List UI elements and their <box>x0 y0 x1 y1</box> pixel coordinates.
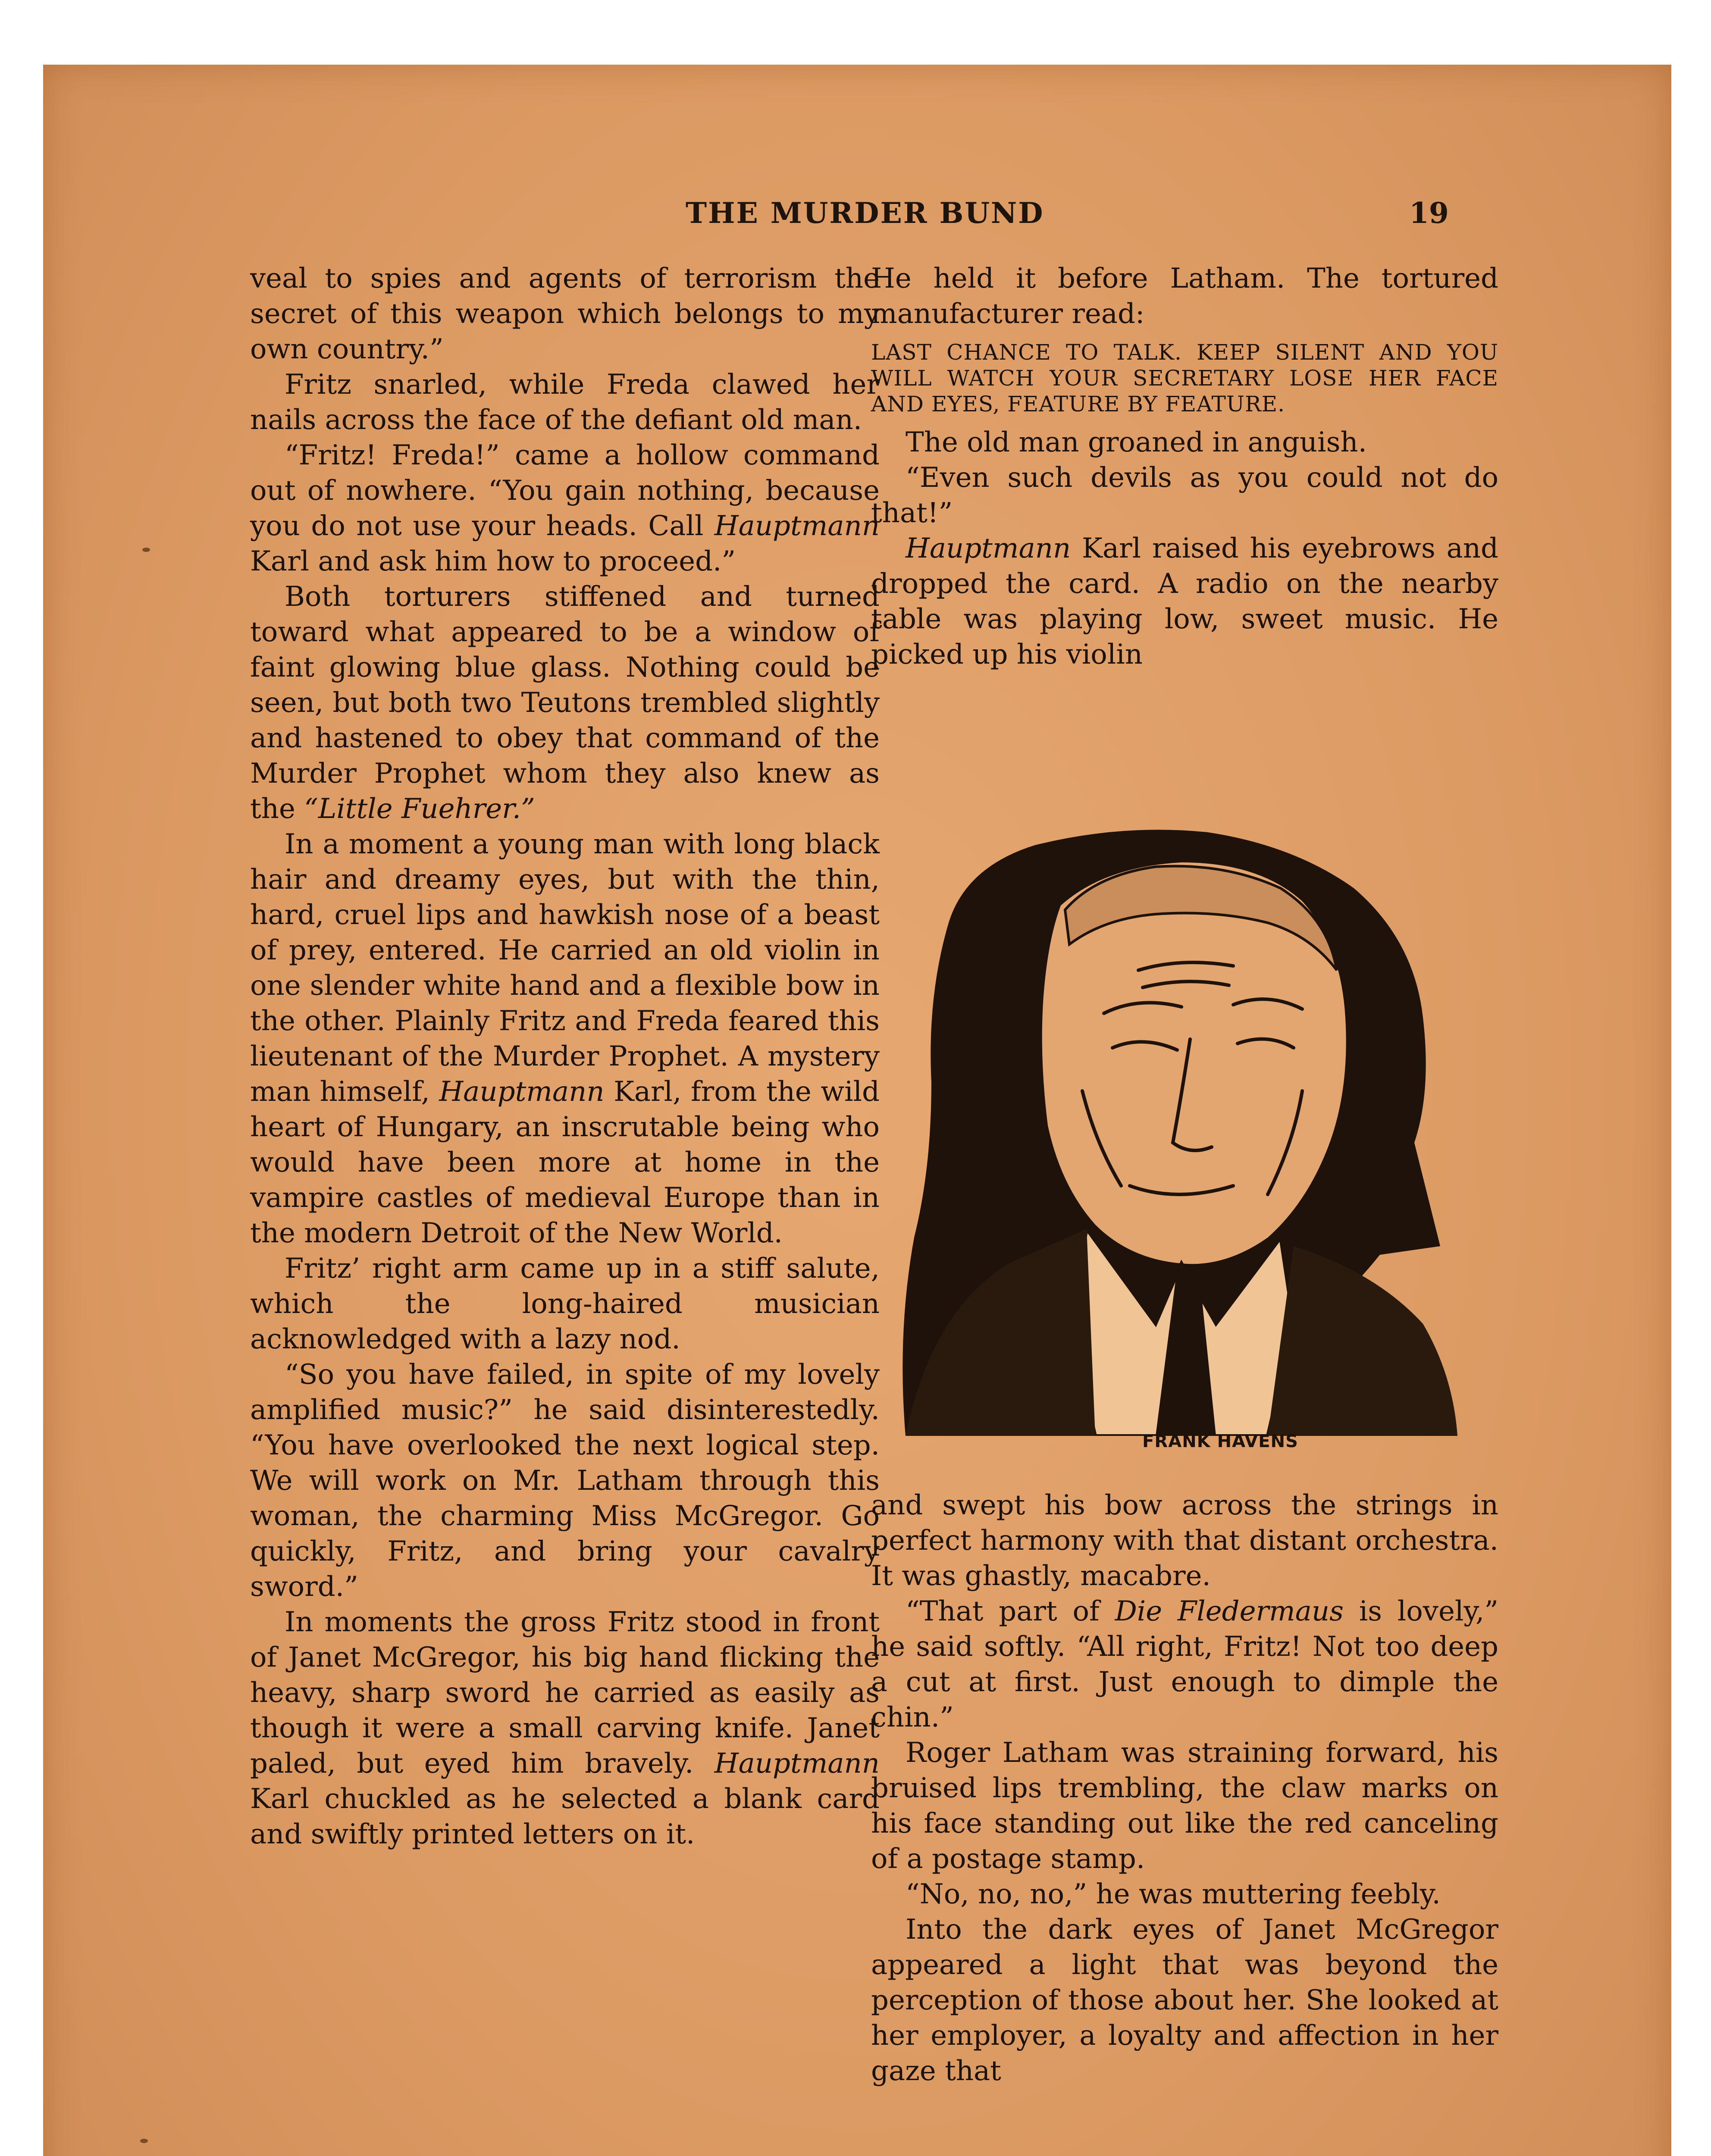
italic-word: Hauptmann <box>906 533 1071 564</box>
paragraph: Fritz’ right arm came up in a stiff salute, which the long-haired musician acknowledged with a lazy nod. <box>250 1253 880 1355</box>
right-column-bottom <box>871 1488 1498 2089</box>
paragraph: veal to spies and agents of terrorism the secret of this weapon which belongs to my own country.” <box>250 263 880 365</box>
italic-phrase: “Little Fuehrer.” <box>304 793 535 825</box>
paragraph: Fritz snarled, while Freda clawed her nails across the face of the defiant old man. <box>250 369 880 436</box>
page-number: 19 <box>1409 196 1449 230</box>
italic-word: Hauptmann <box>714 1748 880 1780</box>
paragraph: and swept his bow across the strings in perfect harmony with that distant orchestra. It was ghastly, macabre. <box>871 1489 1498 1592</box>
right-column-top <box>871 261 1498 672</box>
left-column <box>250 261 880 1852</box>
italic-word: Hauptmann <box>714 510 880 542</box>
running-header <box>43 196 1671 235</box>
paragraph: In a moment a young man with long black hair and dreamy eyes, but with the thin, hard, cruel lips and hawkish nose of a beast of prey, entered. He carried an old violin in one slender white hand and a flexible bow in the other. Plainly Fritz and Freda feared this lieutenant of the Murder Prophet. A mystery man himself, Hauptmann Karl, from the wild heart of Hungary, an inscrutable being who would have been more at home in the vampire castles of medieval Europe than in the modern Detroit of the New World. <box>250 828 880 1249</box>
paragraph: Hauptmann Karl raised his eyebrows and dropped the card. A radio on the nearby table was playing low, sweet music. He picked up his violin <box>871 533 1499 671</box>
paragraph: “Even such devils as you could not do that!” <box>871 462 1498 529</box>
page-sheet <box>43 65 1671 2156</box>
paragraph: “Fritz! Freda!” came a hollow command out of nowhere. “You gain nothing, because you do not use your heads. Call Hauptmann Karl and ask him how to proceed.” <box>250 439 880 577</box>
paragraph: Roger Latham was straining forward, his bruised lips trembling, the claw marks on his face standing out like the red canceling of a postage stamp. <box>871 1737 1498 1875</box>
paragraph: Both torturers stiffened and turned toward what appeared to be a window of faint glowing blue glass. Nothing could be seen, but both two Teutons trembled slightly and hastened to obey that command of the Murder Prophet whom they also knew as the “Little Fuehrer.” <box>250 581 880 825</box>
paragraph: “So you have failed, in spite of my lovely amplified music?” he said disinterestedly. “You have overlooked the next logical step. We will work on Mr. Latham through this woman, the charming Miss McGregor. Go quickly, Fritz, and bring your cavalry sword.” <box>250 1359 880 1603</box>
portrait-illustration <box>880 815 1509 1436</box>
paper-speck <box>140 2139 148 2143</box>
paragraph: Into the dark eyes of Janet McGregor appeared a light that was beyond the perception of those about her. She looked at her employer, a loyalty and affection in her gaze that <box>871 1914 1498 2087</box>
story-title: THE MURDER BUND <box>686 196 1044 230</box>
italic-word: Hauptmann <box>439 1076 605 1108</box>
paragraph: “No, no, no,” he was muttering feebly. <box>906 1878 1441 1910</box>
printed-card-text: LAST CHANCE TO TALK. KEEP SILENT AND YOU WILL WATCH YOUR SECRETARY LOSE HER FACE AND EYES, FEATURE BY FEATURE. <box>871 340 1498 417</box>
paper-speck <box>142 548 150 552</box>
paragraph: He held it before Latham. The tortured manufacturer read: <box>871 263 1498 330</box>
paragraph: “That part of Die Fledermaus is lovely,” he said softly. “All right, Fritz! Not too deep a cut at first. Just enough to dimple the chin.” <box>871 1595 1499 1733</box>
paragraph: The old man groaned in anguish. <box>906 426 1367 458</box>
illustration-caption: FRANK HAVENS <box>1142 1432 1298 1451</box>
paragraph: In moments the gross Fritz stood in front of Janet McGregor, his big hand flicking the heavy, sharp sword he carried as easily as though it were a small carving knife. Janet paled, but eyed him bravely. Hauptmann Karl chuckled as he selected a blank card and swiftly printed letters on it. <box>250 1606 880 1850</box>
italic-title: Die Fledermaus <box>1115 1595 1344 1627</box>
